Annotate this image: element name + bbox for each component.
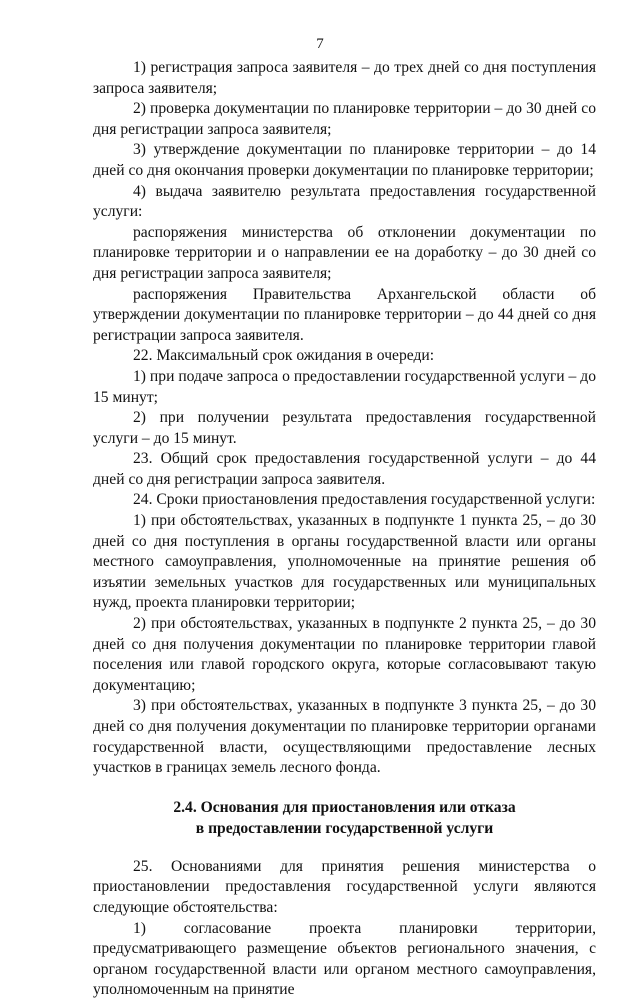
paragraph: 23. Общий срок предоставления государственной услуги – до 44 дней со дня регистрации запроса заявителя. bbox=[93, 450, 596, 488]
document-body bbox=[93, 58, 596, 1001]
section-heading-line: в предоставлении государственной услуги bbox=[195, 819, 494, 837]
paragraph: 24. Сроки приостановления предоставления государственной услуги: bbox=[133, 491, 596, 509]
paragraph: 22. Максимальный срок ожидания в очереди: bbox=[133, 347, 435, 365]
section-heading-line: 2.4. Основания для приостановления или отказа bbox=[173, 798, 516, 816]
paragraph: 1) при подаче запроса о предоставлении государственной услуги – до 15 минут; bbox=[93, 367, 596, 406]
paragraph: 2) при обстоятельствах, указанных в подпункте 2 пункта 25, – до 30 дней со дня получения документации по планировке территории главой поселения или главой городского округа, которые согласовывают такую документацию; bbox=[93, 615, 596, 694]
paragraph: распоряжения Правительства Архангельской области об утверждении документации по планировке территории – до 44 дней со дня регистрации запроса заявителя. bbox=[93, 285, 596, 344]
paragraph: 3) при обстоятельствах, указанных в подпункте 3 пункта 25, – до 30 дней со дня получения документации по планировке территории органами государственной власти, осуществляющими предоставление лесных участков в границах земель лесного фонда. bbox=[93, 697, 596, 777]
paragraph: 2) проверка документации по планировке территории – до 30 дней со дня регистрации запроса заявителя; bbox=[93, 100, 596, 138]
paragraph: 4) выдача заявителю результата предоставления государственной услуги: bbox=[93, 182, 596, 221]
paragraph: распоряжения министерства об отклонении документации по планировке территории и о направлении ее на доработку – до 30 дней со дня регистрации запроса заявителя; bbox=[93, 223, 596, 282]
paragraph: 1) регистрация запроса заявителя – до трех дней со дня поступления запроса заявителя; bbox=[93, 59, 596, 97]
paragraph: 25. Основаниями для принятия решения министерства о приостановлении предоставления государственной услуги являются следующие обстоятельства: bbox=[93, 857, 596, 916]
page-number: 7 bbox=[316, 36, 324, 52]
paragraph: 1) при обстоятельствах, указанных в подпункте 1 пункта 25, – до 30 дней со дня поступления в органы государственной власти или органы местного самоуправления, уполномоченные на принятие решения об изъятии земельных участков для государственных или муниципальных нужд, проекта планировки территории; bbox=[93, 512, 596, 612]
paragraph: 2) при получении результата предоставления государственной услуги – до 15 минут. bbox=[93, 409, 596, 447]
paragraph: 1) согласование проекта планировки территории, предусматривающего размещение объектов регионального значения, с органом государственной власти или органом местного самоуправления, уполномоченным на принятие bbox=[93, 919, 596, 999]
section-heading bbox=[93, 797, 596, 839]
paragraph: 3) утверждение документации по планировке территории – до 14 дней со дня окончания проверки документации по планировке территории; bbox=[93, 141, 596, 179]
